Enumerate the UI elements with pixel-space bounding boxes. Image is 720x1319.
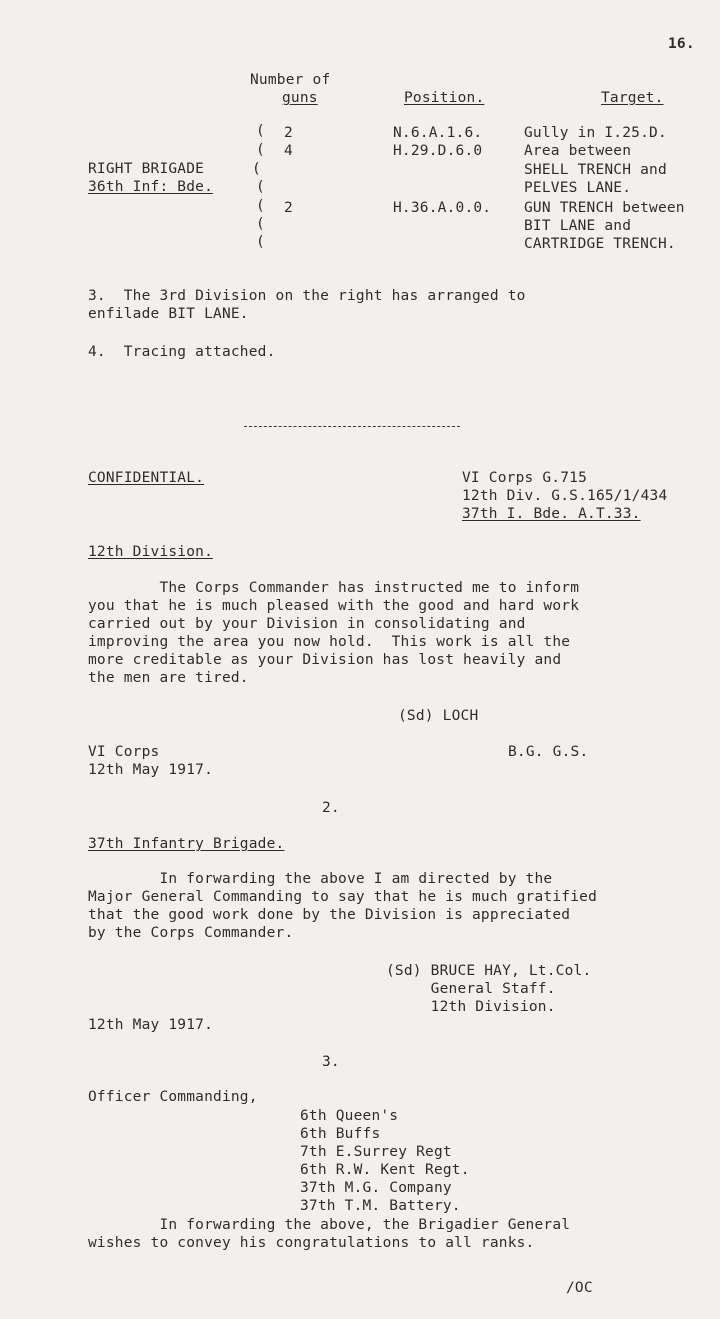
addressee: 37th Infantry Brigade. bbox=[88, 836, 285, 852]
body-line: wishes to convey his congratulations to all ranks. bbox=[88, 1235, 535, 1251]
unit-list-item: 6th Queen's bbox=[300, 1108, 399, 1124]
confidential-label: CONFIDENTIAL. bbox=[88, 470, 205, 486]
unit-list-item: 37th T.M. Battery. bbox=[300, 1198, 461, 1214]
section-number: 2. bbox=[322, 800, 340, 816]
reference-line: 12th Div. G.S.165/1/434 bbox=[462, 488, 668, 504]
bracket-mark: ( bbox=[256, 216, 265, 232]
signature: (Sd) BRUCE HAY, Lt.Col. bbox=[386, 963, 592, 979]
row-target: PELVES LANE. bbox=[524, 180, 632, 196]
row-position: H.29.D.6.0 bbox=[393, 143, 483, 159]
unit-list-item: 7th E.Surrey Regt bbox=[300, 1144, 452, 1160]
paragraph-3-line: enfilade BIT LANE. bbox=[88, 306, 249, 322]
row-guns: 2 bbox=[284, 125, 293, 141]
row-guns: 4 bbox=[284, 143, 293, 159]
unit-label: RIGHT BRIGADE bbox=[88, 161, 205, 177]
reference-line: 37th I. Bde. A.T.33. bbox=[462, 506, 641, 522]
body-line: In forwarding the above, the Brigadier General bbox=[88, 1217, 571, 1233]
body-line: you that he is much pleased with the good and hard work bbox=[88, 598, 580, 614]
bracket-mark: ( bbox=[256, 179, 265, 195]
bracket-mark: ( bbox=[256, 142, 265, 158]
row-target: BIT LANE and bbox=[524, 218, 632, 234]
row-position: H.36.A.0.0. bbox=[393, 200, 492, 216]
header-guns: guns bbox=[282, 90, 318, 106]
body-line: Major General Commanding to say that he is much gratified bbox=[88, 889, 597, 905]
header-target: Target. bbox=[601, 90, 664, 106]
header-position: Position. bbox=[404, 90, 485, 106]
bracket-mark: ( bbox=[256, 198, 265, 214]
row-target: Area between bbox=[524, 143, 632, 159]
date: 12th May 1917. bbox=[88, 762, 214, 778]
page-number: 16. bbox=[668, 36, 695, 52]
unit-list-item: 6th Buffs bbox=[300, 1126, 381, 1142]
body-line: The Corps Commander has instructed me to inform bbox=[88, 580, 580, 596]
section-number: 3. bbox=[322, 1054, 340, 1070]
reference-line: VI Corps G.715 bbox=[462, 470, 588, 486]
signature-unit: 12th Division. bbox=[386, 999, 556, 1015]
unit-list-item: 37th M.G. Company bbox=[300, 1180, 452, 1196]
continuation-mark: /OC bbox=[566, 1280, 593, 1296]
bracket-mark: ( bbox=[252, 161, 261, 177]
sender-rank: B.G. G.S. bbox=[508, 744, 589, 760]
sender: VI Corps bbox=[88, 744, 160, 760]
body-line: improving the area you now hold. This work is all the bbox=[88, 634, 571, 650]
body-line: In forwarding the above I am directed by the bbox=[88, 871, 553, 887]
paragraph-3-line: 3. The 3rd Division on the right has arranged to bbox=[88, 288, 526, 304]
row-target: Gully in I.25.D. bbox=[524, 125, 667, 141]
body-line: more creditable as your Division has lost heavily and bbox=[88, 652, 562, 668]
row-target: SHELL TRENCH and bbox=[524, 162, 667, 178]
row-target: GUN TRENCH between bbox=[524, 200, 685, 216]
row-target: CARTRIDGE TRENCH. bbox=[524, 236, 676, 252]
addressee: 12th Division. bbox=[88, 544, 214, 560]
signature-title: General Staff. bbox=[386, 981, 556, 997]
date: 12th May 1917. bbox=[88, 1017, 214, 1033]
body-line: by the Corps Commander. bbox=[88, 925, 294, 941]
body-line: the men are tired. bbox=[88, 670, 249, 686]
bracket-mark: ( bbox=[256, 234, 265, 250]
header-number-of: Number of bbox=[250, 72, 331, 88]
addressee: Officer Commanding, bbox=[88, 1089, 258, 1105]
section-divider bbox=[244, 426, 460, 427]
paragraph-4: 4. Tracing attached. bbox=[88, 344, 276, 360]
body-line: carried out by your Division in consolidating and bbox=[88, 616, 526, 632]
bracket-mark: ( bbox=[256, 123, 265, 139]
body-line: that the good work done by the Division is appreciated bbox=[88, 907, 571, 923]
unit-label-sub: 36th Inf: Bde. bbox=[88, 179, 214, 195]
signature: (Sd) LOCH bbox=[398, 708, 479, 724]
unit-list-item: 6th R.W. Kent Regt. bbox=[300, 1162, 470, 1178]
row-guns: 2 bbox=[284, 200, 293, 216]
row-position: N.6.A.1.6. bbox=[393, 125, 483, 141]
